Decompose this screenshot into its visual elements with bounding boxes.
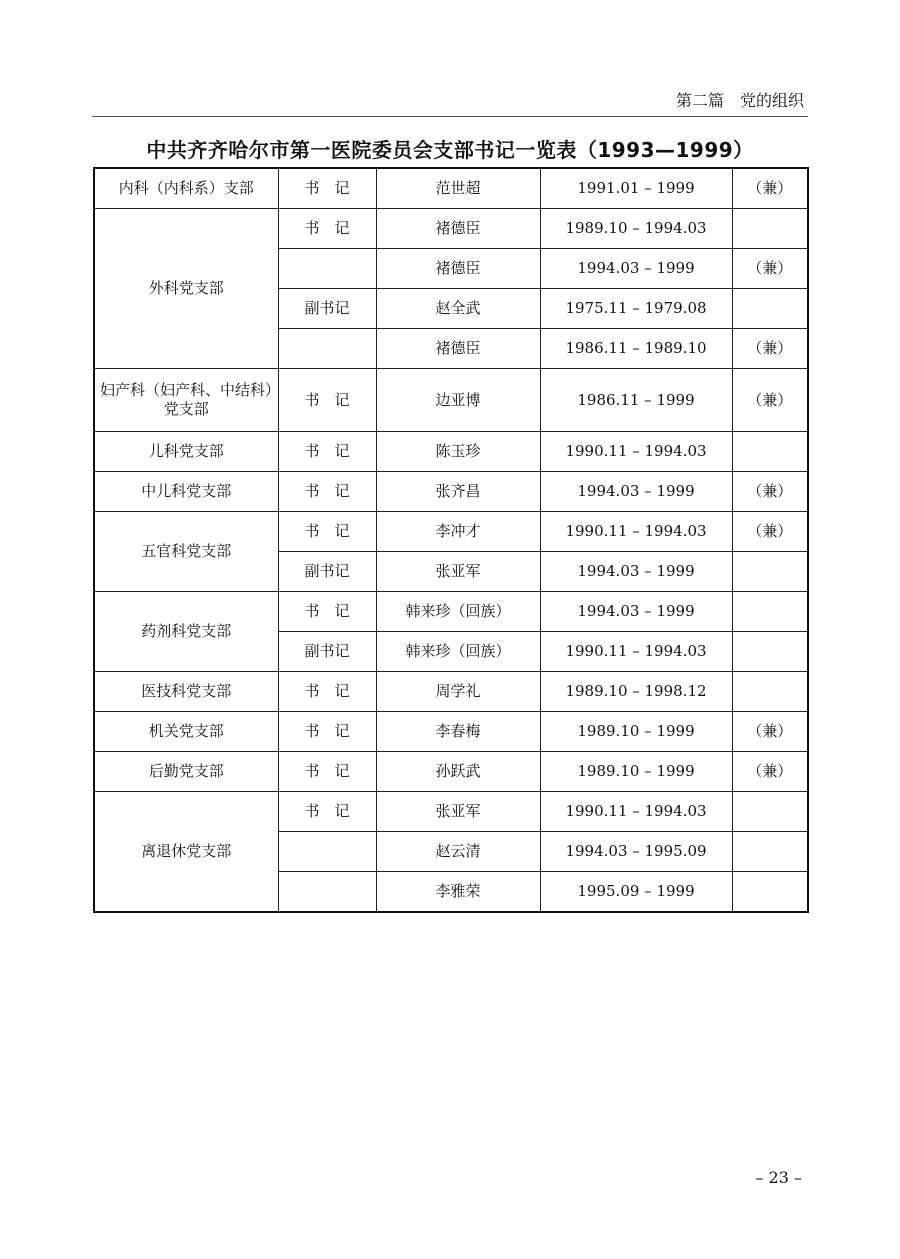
role-cell: 书 记 xyxy=(278,792,376,832)
note-cell xyxy=(732,552,808,592)
role-cell: 书 记 xyxy=(278,168,376,209)
note-cell xyxy=(732,792,808,832)
table-row xyxy=(94,592,808,632)
table-row xyxy=(94,512,808,552)
term-cell: 1990.11 – 1994.03 xyxy=(540,432,732,472)
name-cell: 韩来珍（回族） xyxy=(376,592,540,632)
page-number: – 23 – xyxy=(755,1168,802,1187)
term-cell: 1990.11 – 1994.03 xyxy=(540,792,732,832)
role-cell: 副书记 xyxy=(278,632,376,672)
term-cell: 1990.11 – 1994.03 xyxy=(540,512,732,552)
table-row xyxy=(94,432,808,472)
term-cell: 1994.03 – 1999 xyxy=(540,472,732,512)
branch-cell: 医技科党支部 xyxy=(94,672,278,712)
name-cell: 范世超 xyxy=(376,168,540,209)
role-cell: 书 记 xyxy=(278,432,376,472)
note-cell: （兼） xyxy=(732,752,808,792)
name-cell: 李雅荣 xyxy=(376,872,540,913)
note-cell: （兼） xyxy=(732,472,808,512)
role-cell: 书 记 xyxy=(278,209,376,249)
note-cell xyxy=(732,672,808,712)
term-cell: 1989.10 – 1999 xyxy=(540,752,732,792)
name-cell: 李春梅 xyxy=(376,712,540,752)
note-cell xyxy=(732,289,808,329)
role-cell xyxy=(278,249,376,289)
table-row xyxy=(94,752,808,792)
name-cell: 褚德臣 xyxy=(376,329,540,369)
table-row xyxy=(94,792,808,832)
role-cell: 书 记 xyxy=(278,512,376,552)
table-title: 中共齐齐哈尔市第一医院委员会支部书记一览表（1993—1999） xyxy=(146,138,754,162)
role-cell xyxy=(278,832,376,872)
note-cell: （兼） xyxy=(732,369,808,432)
term-cell: 1991.01 – 1999 xyxy=(540,168,732,209)
branch-cell: 五官科党支部 xyxy=(94,512,278,592)
branch-cell: 离退休党支部 xyxy=(94,792,278,913)
role-cell xyxy=(278,329,376,369)
note-cell xyxy=(732,832,808,872)
term-cell: 1986.11 – 1989.10 xyxy=(540,329,732,369)
name-cell: 褚德臣 xyxy=(376,249,540,289)
role-cell: 副书记 xyxy=(278,552,376,592)
note-cell xyxy=(732,592,808,632)
note-cell: （兼） xyxy=(732,168,808,209)
name-cell: 张亚军 xyxy=(376,552,540,592)
name-cell: 赵全武 xyxy=(376,289,540,329)
term-cell: 1994.03 – 1995.09 xyxy=(540,832,732,872)
term-cell: 1989.10 – 1998.12 xyxy=(540,672,732,712)
branch-cell: 后勤党支部 xyxy=(94,752,278,792)
name-cell: 张齐昌 xyxy=(376,472,540,512)
term-cell: 1989.10 – 1994.03 xyxy=(540,209,732,249)
name-cell: 李冲才 xyxy=(376,512,540,552)
running-header: 第二篇 党的组织 xyxy=(675,91,804,110)
term-cell: 1994.03 – 1999 xyxy=(540,552,732,592)
role-cell: 书 记 xyxy=(278,472,376,512)
branch-cell: 妇产科（妇产科、中结科）党支部 xyxy=(94,369,278,432)
branch-cell: 内科（内科系）支部 xyxy=(94,168,278,209)
term-cell: 1994.03 – 1999 xyxy=(540,592,732,632)
term-cell: 1986.11 – 1999 xyxy=(540,369,732,432)
table-row xyxy=(94,672,808,712)
note-cell xyxy=(732,432,808,472)
role-cell: 书 记 xyxy=(278,369,376,432)
note-cell: （兼） xyxy=(732,512,808,552)
name-cell: 边亚博 xyxy=(376,369,540,432)
branch-cell: 外科党支部 xyxy=(94,209,278,369)
name-cell: 孙跃武 xyxy=(376,752,540,792)
note-cell xyxy=(732,872,808,913)
role-cell: 副书记 xyxy=(278,289,376,329)
name-cell: 褚德臣 xyxy=(376,209,540,249)
note-cell: （兼） xyxy=(732,329,808,369)
note-cell xyxy=(732,209,808,249)
table-row xyxy=(94,168,808,209)
term-cell: 1994.03 – 1999 xyxy=(540,249,732,289)
table-row xyxy=(94,209,808,249)
table-row xyxy=(94,472,808,512)
note-cell xyxy=(732,632,808,672)
name-cell: 张亚军 xyxy=(376,792,540,832)
term-cell: 1995.09 – 1999 xyxy=(540,872,732,913)
note-cell: （兼） xyxy=(732,712,808,752)
role-cell: 书 记 xyxy=(278,672,376,712)
header-rule xyxy=(92,116,808,117)
branch-cell: 机关党支部 xyxy=(94,712,278,752)
role-cell xyxy=(278,872,376,913)
term-cell: 1990.11 – 1994.03 xyxy=(540,632,732,672)
branch-cell: 药剂科党支部 xyxy=(94,592,278,672)
role-cell: 书 记 xyxy=(278,592,376,632)
name-cell: 陈玉珍 xyxy=(376,432,540,472)
role-cell: 书 记 xyxy=(278,712,376,752)
name-cell: 赵云清 xyxy=(376,832,540,872)
table-row xyxy=(94,712,808,752)
term-cell: 1989.10 – 1999 xyxy=(540,712,732,752)
branch-cell: 中儿科党支部 xyxy=(94,472,278,512)
note-cell: （兼） xyxy=(732,249,808,289)
name-cell: 周学礼 xyxy=(376,672,540,712)
term-cell: 1975.11 – 1979.08 xyxy=(540,289,732,329)
branch-secretary-table xyxy=(93,167,809,913)
table-row xyxy=(94,369,808,432)
name-cell: 韩来珍（回族） xyxy=(376,632,540,672)
role-cell: 书 记 xyxy=(278,752,376,792)
branch-cell: 儿科党支部 xyxy=(94,432,278,472)
